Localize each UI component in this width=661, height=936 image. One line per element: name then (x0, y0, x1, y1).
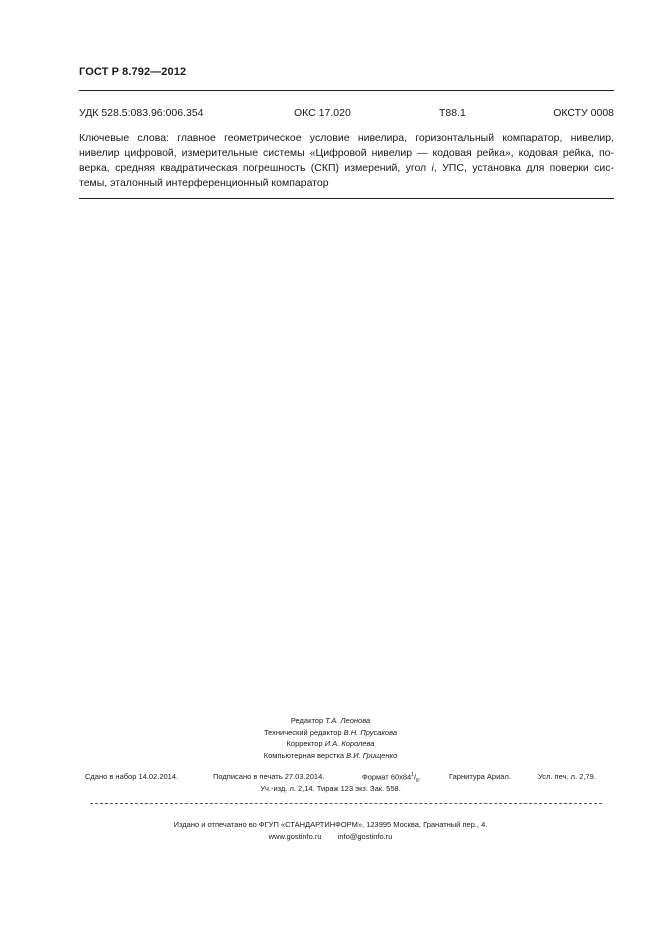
publication-details (85, 772, 610, 783)
t-code: Т88.1 (439, 107, 466, 119)
print-sheets: Усл. печ. л. 2,79. (538, 772, 596, 781)
layout-label: Компьютерная верстка (263, 750, 345, 760)
top-divider (79, 90, 614, 91)
paper-format: Формат $60x84^1/_8$. (362, 772, 421, 784)
corrector-name: И.А. Королева (324, 739, 375, 748)
publisher-info (0, 819, 661, 843)
format-fraction-den: 8 (416, 778, 419, 784)
publisher-address: Издано и отпечатано во ФГУП «СТАНДАРТИНФОРМ», 123995 Москва, Гранатный пер., 4. (173, 820, 488, 829)
keywords-paragraph (79, 131, 614, 191)
classification-codes (79, 107, 614, 121)
keywords-line: нивелир цифровой, измерительные системы «Цифровой нивелир — кодовая рейка», кодовая рейка, по- (79, 147, 614, 159)
email-link[interactable]: info@gostinfo.ru (337, 832, 393, 841)
keywords-line: темы, эталонный интерференционный компаратор (79, 177, 329, 189)
editor-credit (0, 715, 661, 727)
tech-editor-name: В.Н. Прусакова (343, 727, 398, 737)
oks-code: ОКС 17.020 (294, 107, 351, 119)
okstu-code: ОКСТУ 0008 (553, 107, 614, 119)
format-label: Формат 60x84 (362, 772, 412, 782)
tech-editor-label: Технический редактор (263, 727, 342, 737)
corrector-label: Корректор (286, 739, 323, 748)
dashed-divider (90, 803, 602, 804)
bottom-divider (79, 198, 614, 199)
standard-number: ГОСТ Р 8.792—2012 (79, 66, 187, 78)
publication-details-2: Уч.-изд. л. 2,14. Тираж 123 экз. Зак. 558. (260, 784, 401, 793)
tech-editor-credit (0, 727, 661, 739)
keywords-line: верка, средняя квадратическая погрешность (СКП) измерений, угол i, УПС, установка для поверки сис- (79, 162, 614, 174)
typeset-date: Сдано в набор 14.02.2014. (85, 772, 179, 781)
udk-code: УДК 528.5:083.96:006.354 (79, 107, 204, 119)
format-fraction-num: 1 (411, 772, 414, 778)
typeface: Гарнитура Ариал. (449, 772, 511, 781)
corrector-credit (0, 738, 661, 750)
editorial-credits (0, 715, 661, 761)
publisher-contacts (0, 831, 661, 843)
layout-name: В.И. Грищенко (346, 750, 398, 760)
editor-label: Редактор (290, 716, 324, 725)
layout-credit (0, 750, 661, 762)
keywords-line: Ключевые слова: главное геометрическое условие нивелира, горизонтальный компаратор, нивелир, (79, 132, 614, 144)
editor-name: Т.А. Леонова (325, 716, 371, 725)
print-date: Подписано в печать 27.03.2014. (213, 772, 325, 781)
website-link[interactable]: www.gostinfo.ru (268, 832, 322, 841)
